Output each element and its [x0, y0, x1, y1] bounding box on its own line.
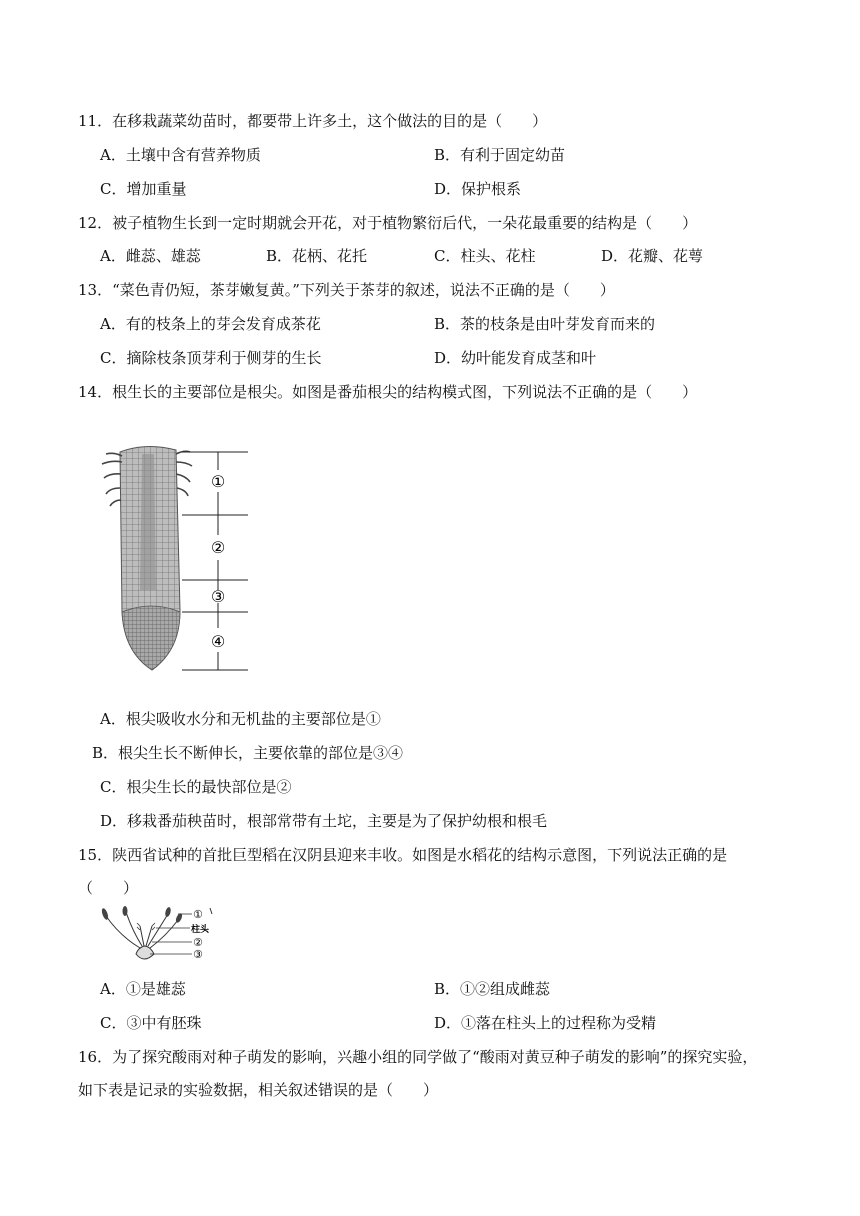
question-12-option-a: A．雌蕊、雄蕊: [100, 247, 201, 265]
question-14-option-c: C．根尖生长的最快部位是②: [100, 778, 292, 796]
rice-flower-label-2: ②: [193, 936, 203, 949]
question-14-option-b: B．根尖生长不断伸长，主要依靠的部位是③④: [92, 744, 404, 762]
question-11-option-c: C．增加重量: [100, 180, 187, 198]
question-11-option-b: B．有利于固定幼苗: [434, 146, 566, 164]
question-15-option-d: D．①落在柱头上的过程称为受精: [434, 1014, 657, 1032]
question-12-option-d: D．花瓣、花萼: [601, 247, 704, 265]
question-11-option-d: D．保护根系: [434, 180, 522, 198]
question-13-stem: 13．“菜色青仍短，茶芽嫩复黄。”下列关于茶芽的叙述，说法不正确的是（ ）: [78, 281, 615, 299]
question-11-option-a: A．土壤中含有营养物质: [100, 146, 261, 164]
root-tip-label-3: ③: [210, 587, 226, 606]
question-15-option-a: A．①是雄蕊: [100, 980, 186, 998]
question-11-stem: 11．在移栽蔬菜幼苗时，都要带上许多土，这个做法的目的是（ ）: [78, 112, 548, 130]
question-14-option-a: A．根尖吸收水分和无机盐的主要部位是①: [100, 710, 381, 728]
rice-flower-label-3: ③: [193, 948, 203, 961]
question-15-stem-continuation: （ ）: [78, 879, 139, 897]
question-12-stem: 12．被子植物生长到一定时期就会开花，对于植物繁衍后代，一朵花最重要的结构是（ ）: [78, 214, 698, 232]
question-13-option-a: A．有的枝条上的芽会发育成茶花: [100, 315, 321, 333]
question-16-stem: 16．为了探究酸雨对种子萌发的影响，兴趣小组的同学做了“酸雨对黄豆种子萌发的影响”的探究实验，: [78, 1048, 758, 1066]
rice-flower-label-stigma: 柱头: [191, 925, 210, 935]
question-15-option-c: C．③中有胚珠: [100, 1014, 202, 1032]
question-14-option-d: D．移栽番茄秧苗时，根部常带有土坨，主要是为了保护幼根和根毛: [100, 812, 548, 830]
question-13-option-b: B．茶的枝条是由叶芽发育而来的: [434, 315, 656, 333]
question-12-option-c: C．柱头、花柱: [434, 247, 536, 265]
question-12-option-b: B．花柄、花托: [266, 247, 368, 265]
rice-flower-figure: [96, 906, 226, 970]
question-13-option-c: C．摘除枝条顶芽利于侧芽的生长: [100, 349, 322, 367]
question-15-option-b: B．①②组成雌蕊: [434, 980, 551, 998]
rice-flower-label-1: ①: [193, 908, 203, 921]
question-14-stem: 14．根生长的主要部位是根尖。如图是番茄根尖的结构模式图，下列说法不正确的是（ ）: [78, 383, 698, 401]
root-tip-label-1: ①: [210, 472, 226, 491]
question-15-stem: 15．陕西省试种的首批巨型稻在汉阴县迎来丰收。如图是水稻花的结构示意图，下列说法正确的是: [78, 846, 728, 864]
rice-flower-illustration: [96, 906, 226, 970]
question-16-stem-continuation: 如下表是记录的实验数据，相关叙述错误的是（ ）: [78, 1081, 439, 1099]
root-tip-label-4: ④: [210, 632, 226, 651]
root-tip-illustration: [96, 440, 256, 680]
root-tip-label-2: ②: [210, 538, 226, 557]
root-tip-figure: [96, 440, 256, 680]
question-13-option-d: D．幼叶能发育成茎和叶: [434, 349, 597, 367]
